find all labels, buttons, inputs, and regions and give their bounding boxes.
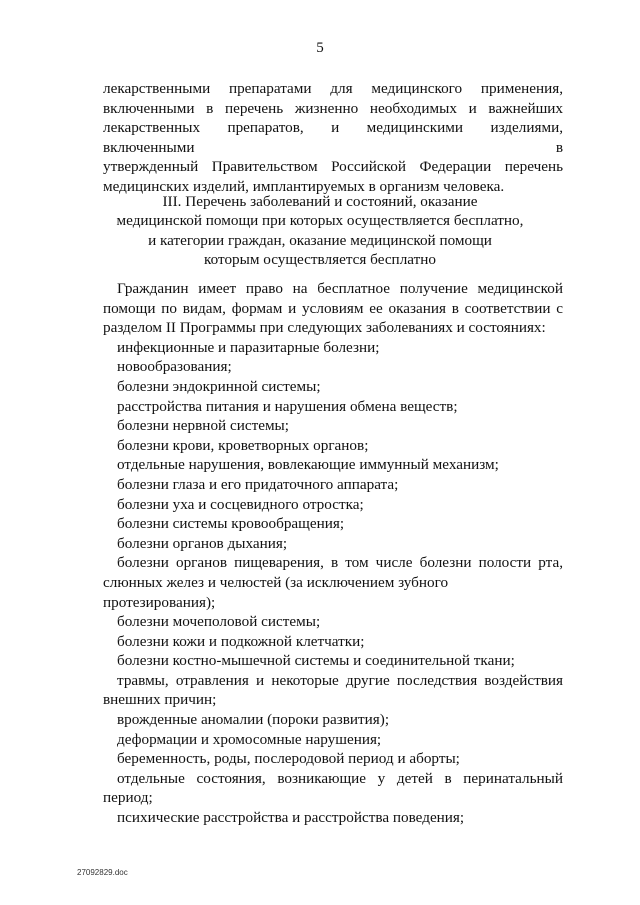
body-text <box>103 279 563 828</box>
body-line: болезни системы кровообращения; <box>117 515 345 533</box>
body-line: болезни мочеполовой системы; <box>117 613 321 631</box>
body-line: врожденные аномалии (пороки развития); <box>117 711 390 729</box>
body-line: новообразования; <box>117 358 232 376</box>
intro-paragraph <box>103 79 563 197</box>
intro-line: медицинских изделий, имплантируемых в организм человека. <box>103 177 505 195</box>
section-heading <box>100 192 540 270</box>
body-line: болезни органов дыхания; <box>117 534 288 552</box>
body-line: болезни уха и сосцевидного отростка; <box>117 495 364 513</box>
body-line: болезни глаза и его придаточного аппарата; <box>117 475 399 493</box>
page-number: 5 <box>316 40 324 56</box>
intro-line: лекарственными препаратами для медицинского применения, <box>103 80 563 97</box>
body-line: инфекционные и паразитарные болезни; <box>117 338 380 356</box>
intro-line: включенными в перечень жизненно необходимых и важнейших <box>103 99 563 117</box>
body-line: беременность, роды, послеродовой период и аборты; <box>117 750 460 768</box>
heading-line: которым осуществляется бесплатно <box>204 251 436 269</box>
file-name-footer: 27092829.doc <box>77 868 128 877</box>
body-line: болезни костно-мышечной системы и соединительной ткани; <box>117 652 515 670</box>
body-line: разделом II Программы при следующих заболеваниях и состояниях: <box>103 319 546 337</box>
body-line: расстройства питания и нарушения обмена веществ; <box>117 397 458 415</box>
body-line: период; <box>103 789 153 807</box>
body-line: отдельные нарушения, вовлекающие иммунный механизм; <box>117 456 499 474</box>
body-line: отдельные состояния, возникающие у детей в перинатальный <box>117 769 563 787</box>
body-line: травмы, отравления и некоторые другие последствия воздействия <box>117 671 563 689</box>
body-line: деформации и хромосомные нарушения; <box>117 730 382 748</box>
intro-line: утвержденный Правительством Российской Федерации перечень <box>103 158 563 176</box>
body-line: помощи по видам, формам и условиям ее оказания в соответствии с <box>103 299 563 317</box>
body-line: психические расстройства и расстройства поведения; <box>117 809 465 827</box>
body-line: болезни крови, кроветворных органов; <box>117 436 369 454</box>
heading-line: III. Перечень заболеваний и состояний, оказание <box>162 193 478 210</box>
heading-line: медицинской помощи при которых осуществляется бесплатно, <box>116 212 524 230</box>
body-line: Гражданин имеет право на бесплатное получение медицинской <box>117 280 563 297</box>
body-line: болезни нервной системы; <box>117 417 289 435</box>
body-line: болезни кожи и подкожной клетчатки; <box>117 632 365 650</box>
intro-line: лекарственных препаратов, и медицинскими изделиями, включенными в <box>103 119 563 156</box>
body-line: слюнных желез и челюстей (за исключением зубного протезирования); <box>103 573 449 611</box>
body-line: болезни органов пищеварения, в том числе болезни полости рта, <box>117 554 563 572</box>
heading-line: и категории граждан, оказание медицинской помощи <box>148 231 492 249</box>
body-line: болезни эндокринной системы; <box>117 377 321 395</box>
body-line: внешних причин; <box>103 691 217 709</box>
